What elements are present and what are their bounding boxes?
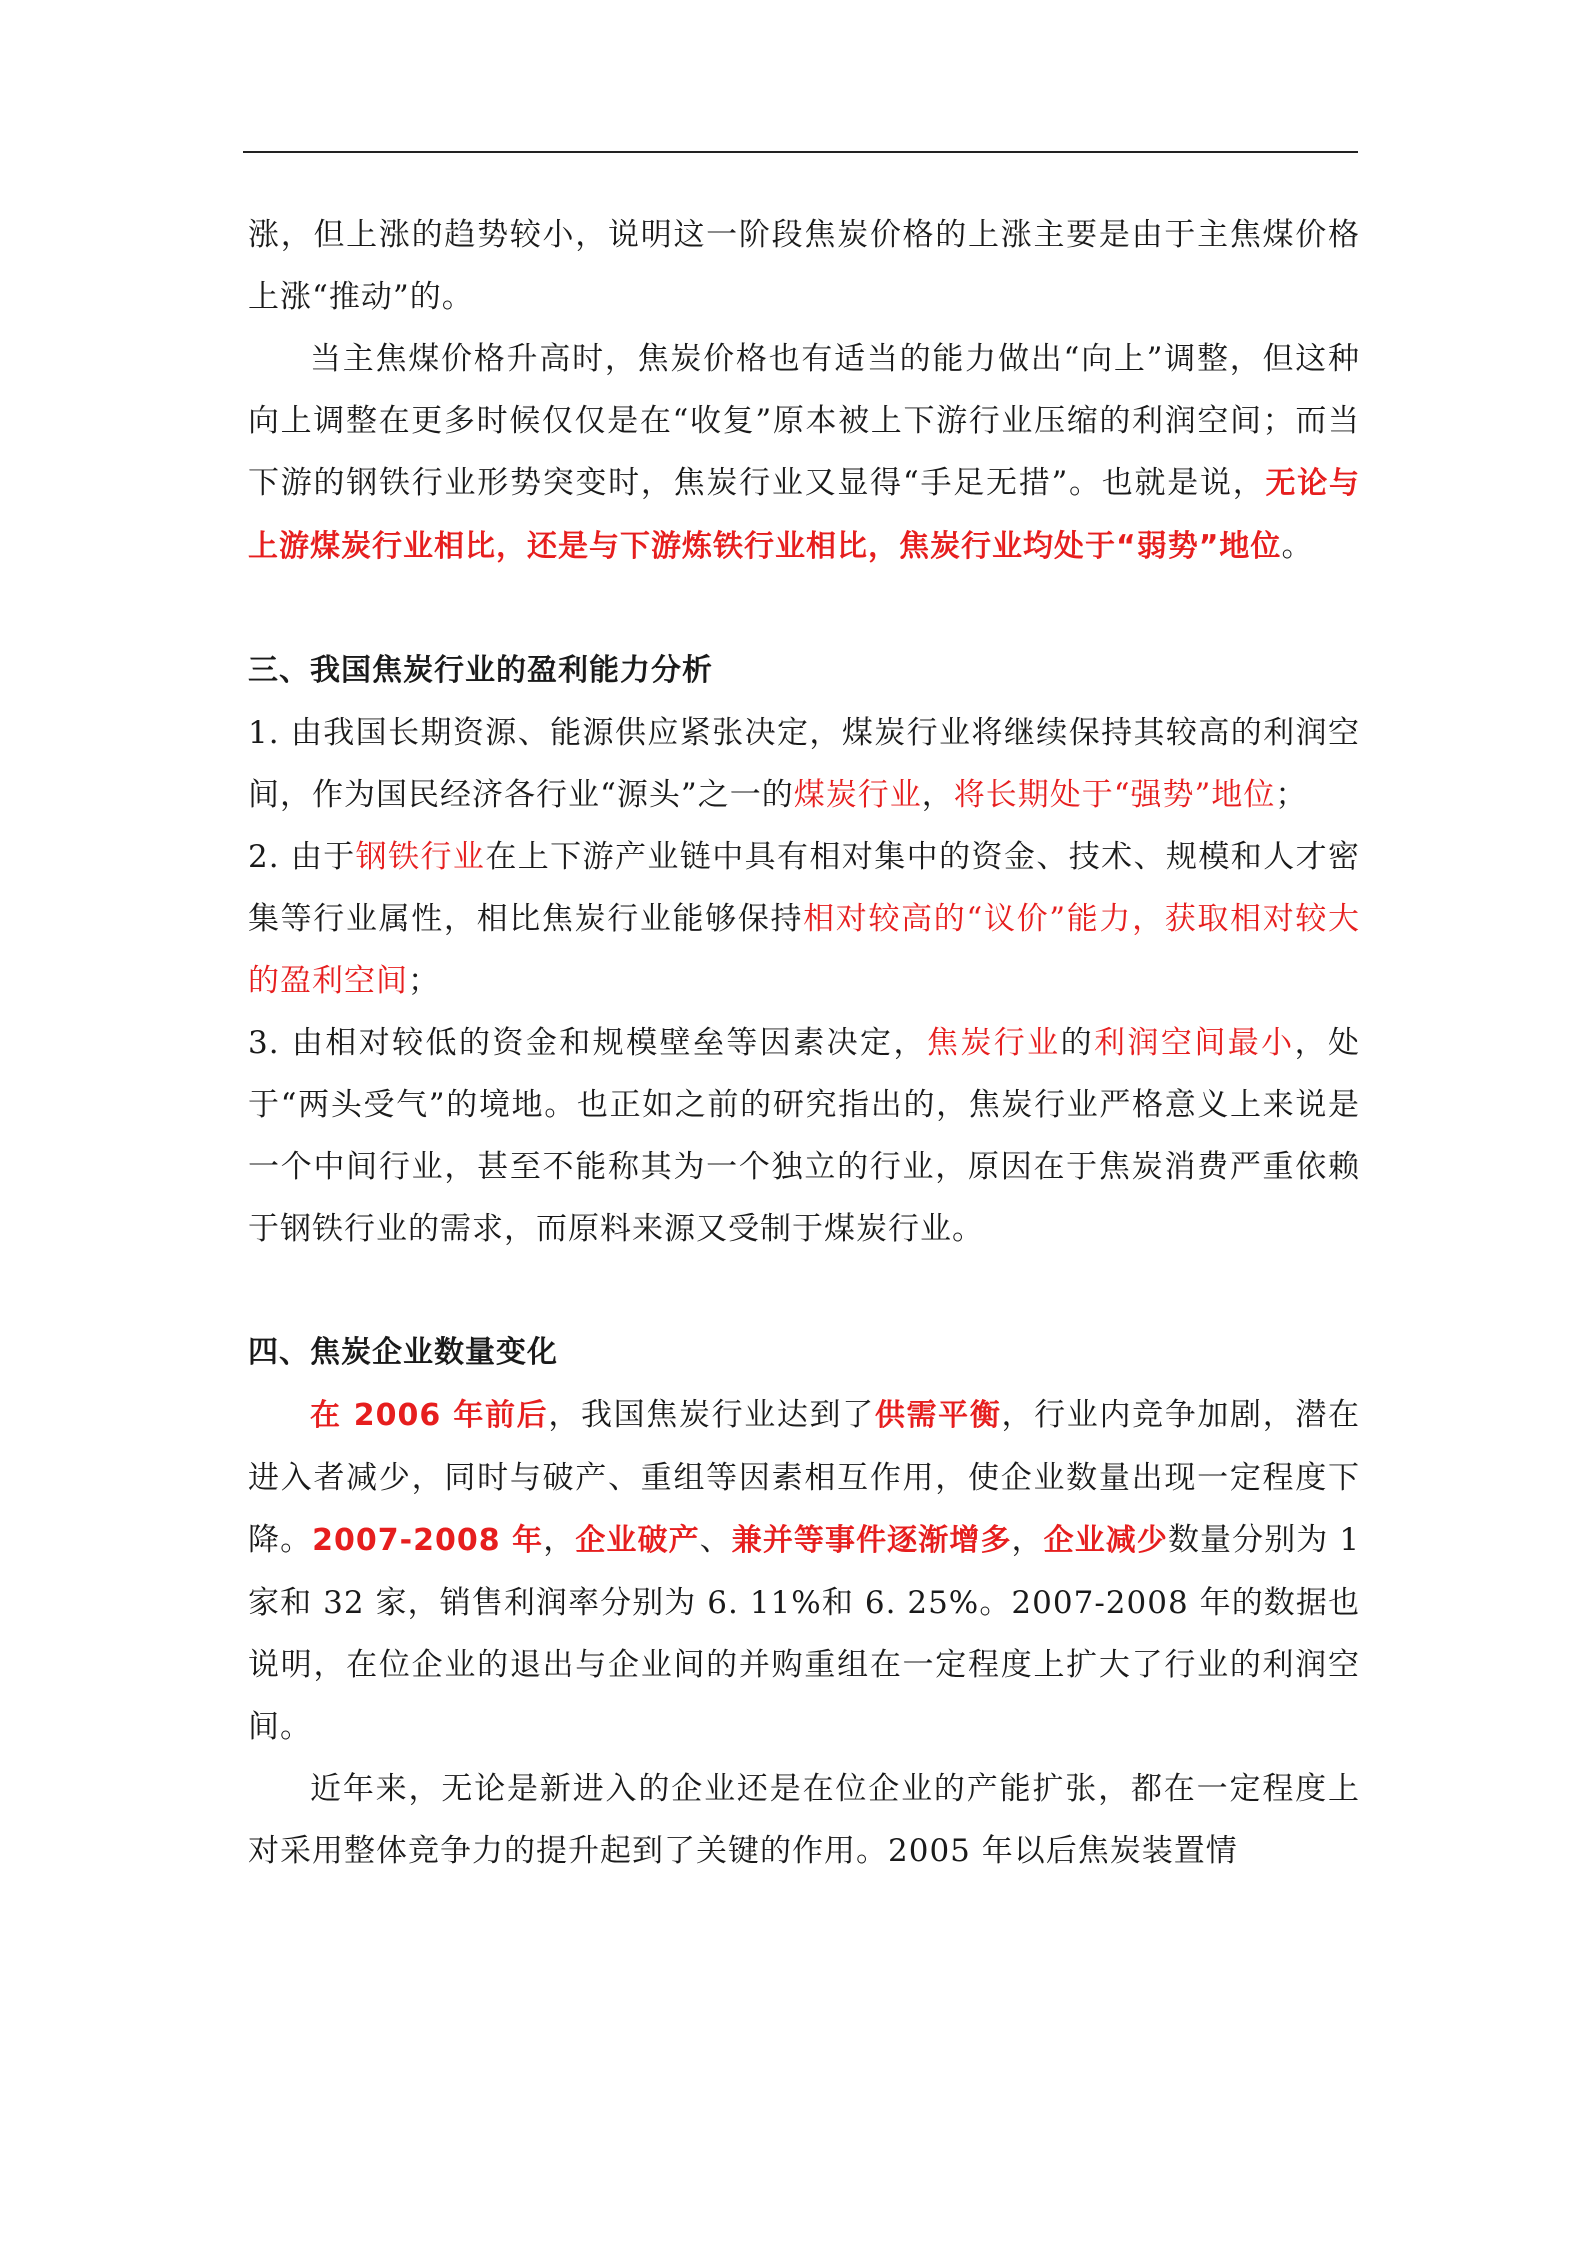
highlight-supply-demand: 供需平衡 <box>874 1398 1002 1433</box>
paragraph-weak-position: 当主焦煤价格升高时，焦炭价格也有适当的能力做出“向上”调整，但这种向上调整在更多时候仅仅是在“收复”原本被上下游行业压缩的利润空间；而当下游的钢铁行业形势突变时，焦炭行业又显得“手足无措”。也就是说，无论与上游煤炭行业相比，还是与下游炼铁行业相比，焦炭行业均处于“弱势”地位。 <box>248 341 1361 564</box>
list-item-steel: 2. 由于钢铁行业在上下游产业链中具有相对集中的资金、技术、规模和人才密集等行业属性，相比焦炭行业能够保持相对较高的“议价”能力，获取相对较大的盈利空间； <box>248 839 1361 999</box>
highlight-bankruptcy: 企业破产 <box>575 1523 700 1558</box>
spacer <box>248 578 1360 640</box>
list-item-coal: 1. 由我国长期资源、能源供应紧张决定，煤炭行业将继续保持其较高的利润空间，作为国民经济各行业“源头”之一的煤炭行业，将长期处于“强势”地位； <box>248 715 1360 813</box>
highlight-bargaining-power: 相对较高的“议价”能力，获取相对较大的盈利空间 <box>248 901 1360 999</box>
highlight-coke-industry: 焦炭行业 <box>926 1025 1061 1061</box>
highlight-enterprise-decrease: 企业减少 <box>1043 1523 1168 1558</box>
highlight-2006: 在 2006 年前后 <box>310 1398 549 1433</box>
highlight-2007-2008: 2007-2008 年 <box>312 1523 544 1558</box>
header-rule <box>243 151 1358 153</box>
highlight-strong-position: 将长期处于“强势”地位 <box>953 777 1276 813</box>
paragraph-enterprise-count: 在 2006 年前后，我国焦炭行业达到了供需平衡，行业内竞争加剧，潜在进入者减少，同时与破产、重组等因素相互作用，使企业数量出现一定程度下降。2007-2008 年，企业破产、兼并等事件逐渐增多，企业减少数量分别为 1 家和 32 家，销售利润率分别为 6. 11%和 6. 25%。2007-2008 年的数据也说明，在位企业的退出与企业间的并购重组在一定程度上扩大了行业的利润空间。 <box>248 1397 1361 1745</box>
section-heading-enterprise-count: 四、焦炭企业数量变化 <box>248 1335 558 1370</box>
spacer <box>248 1260 1360 1322</box>
highlight-mergers: 兼并等事件逐渐增多 <box>731 1523 1012 1558</box>
highlight-weak-position: 无论与上游煤炭行业相比，还是与下游炼铁行业相比，焦炭行业均处于“弱势”地位 <box>248 466 1361 564</box>
highlight-steel-industry: 钢铁行业 <box>355 839 486 875</box>
paragraph-price-push: 涨，但上涨的趋势较小，说明这一阶段焦炭价格的上涨主要是由于主焦煤价格上涨“推动”的。 <box>248 217 1360 315</box>
list-item-coke: 3. 由相对较低的资金和规模壁垒等因素决定，焦炭行业的利润空间最小，处于“两头受气”的境地。也正如之前的研究指出的，焦炭行业严格意义上来说是一个中间行业，甚至不能称其为一个独立的行业，原因在于焦炭消费严重依赖于钢铁行业的需求，而原料来源又受制于煤炭行业。 <box>248 1025 1361 1247</box>
document-body <box>248 204 1360 1882</box>
section-heading-profitability: 三、我国焦炭行业的盈利能力分析 <box>248 653 713 688</box>
highlight-min-profit: 利润空间最小 <box>1094 1025 1295 1061</box>
highlight-coal-industry: 煤炭行业 <box>793 777 922 813</box>
paragraph-recent-years: 近年来，无论是新进入的企业还是在位企业的产能扩张，都在一定程度上对采用整体竞争力的提升起到了关键的作用。2005 年以后焦炭装置情 <box>248 1771 1360 1869</box>
